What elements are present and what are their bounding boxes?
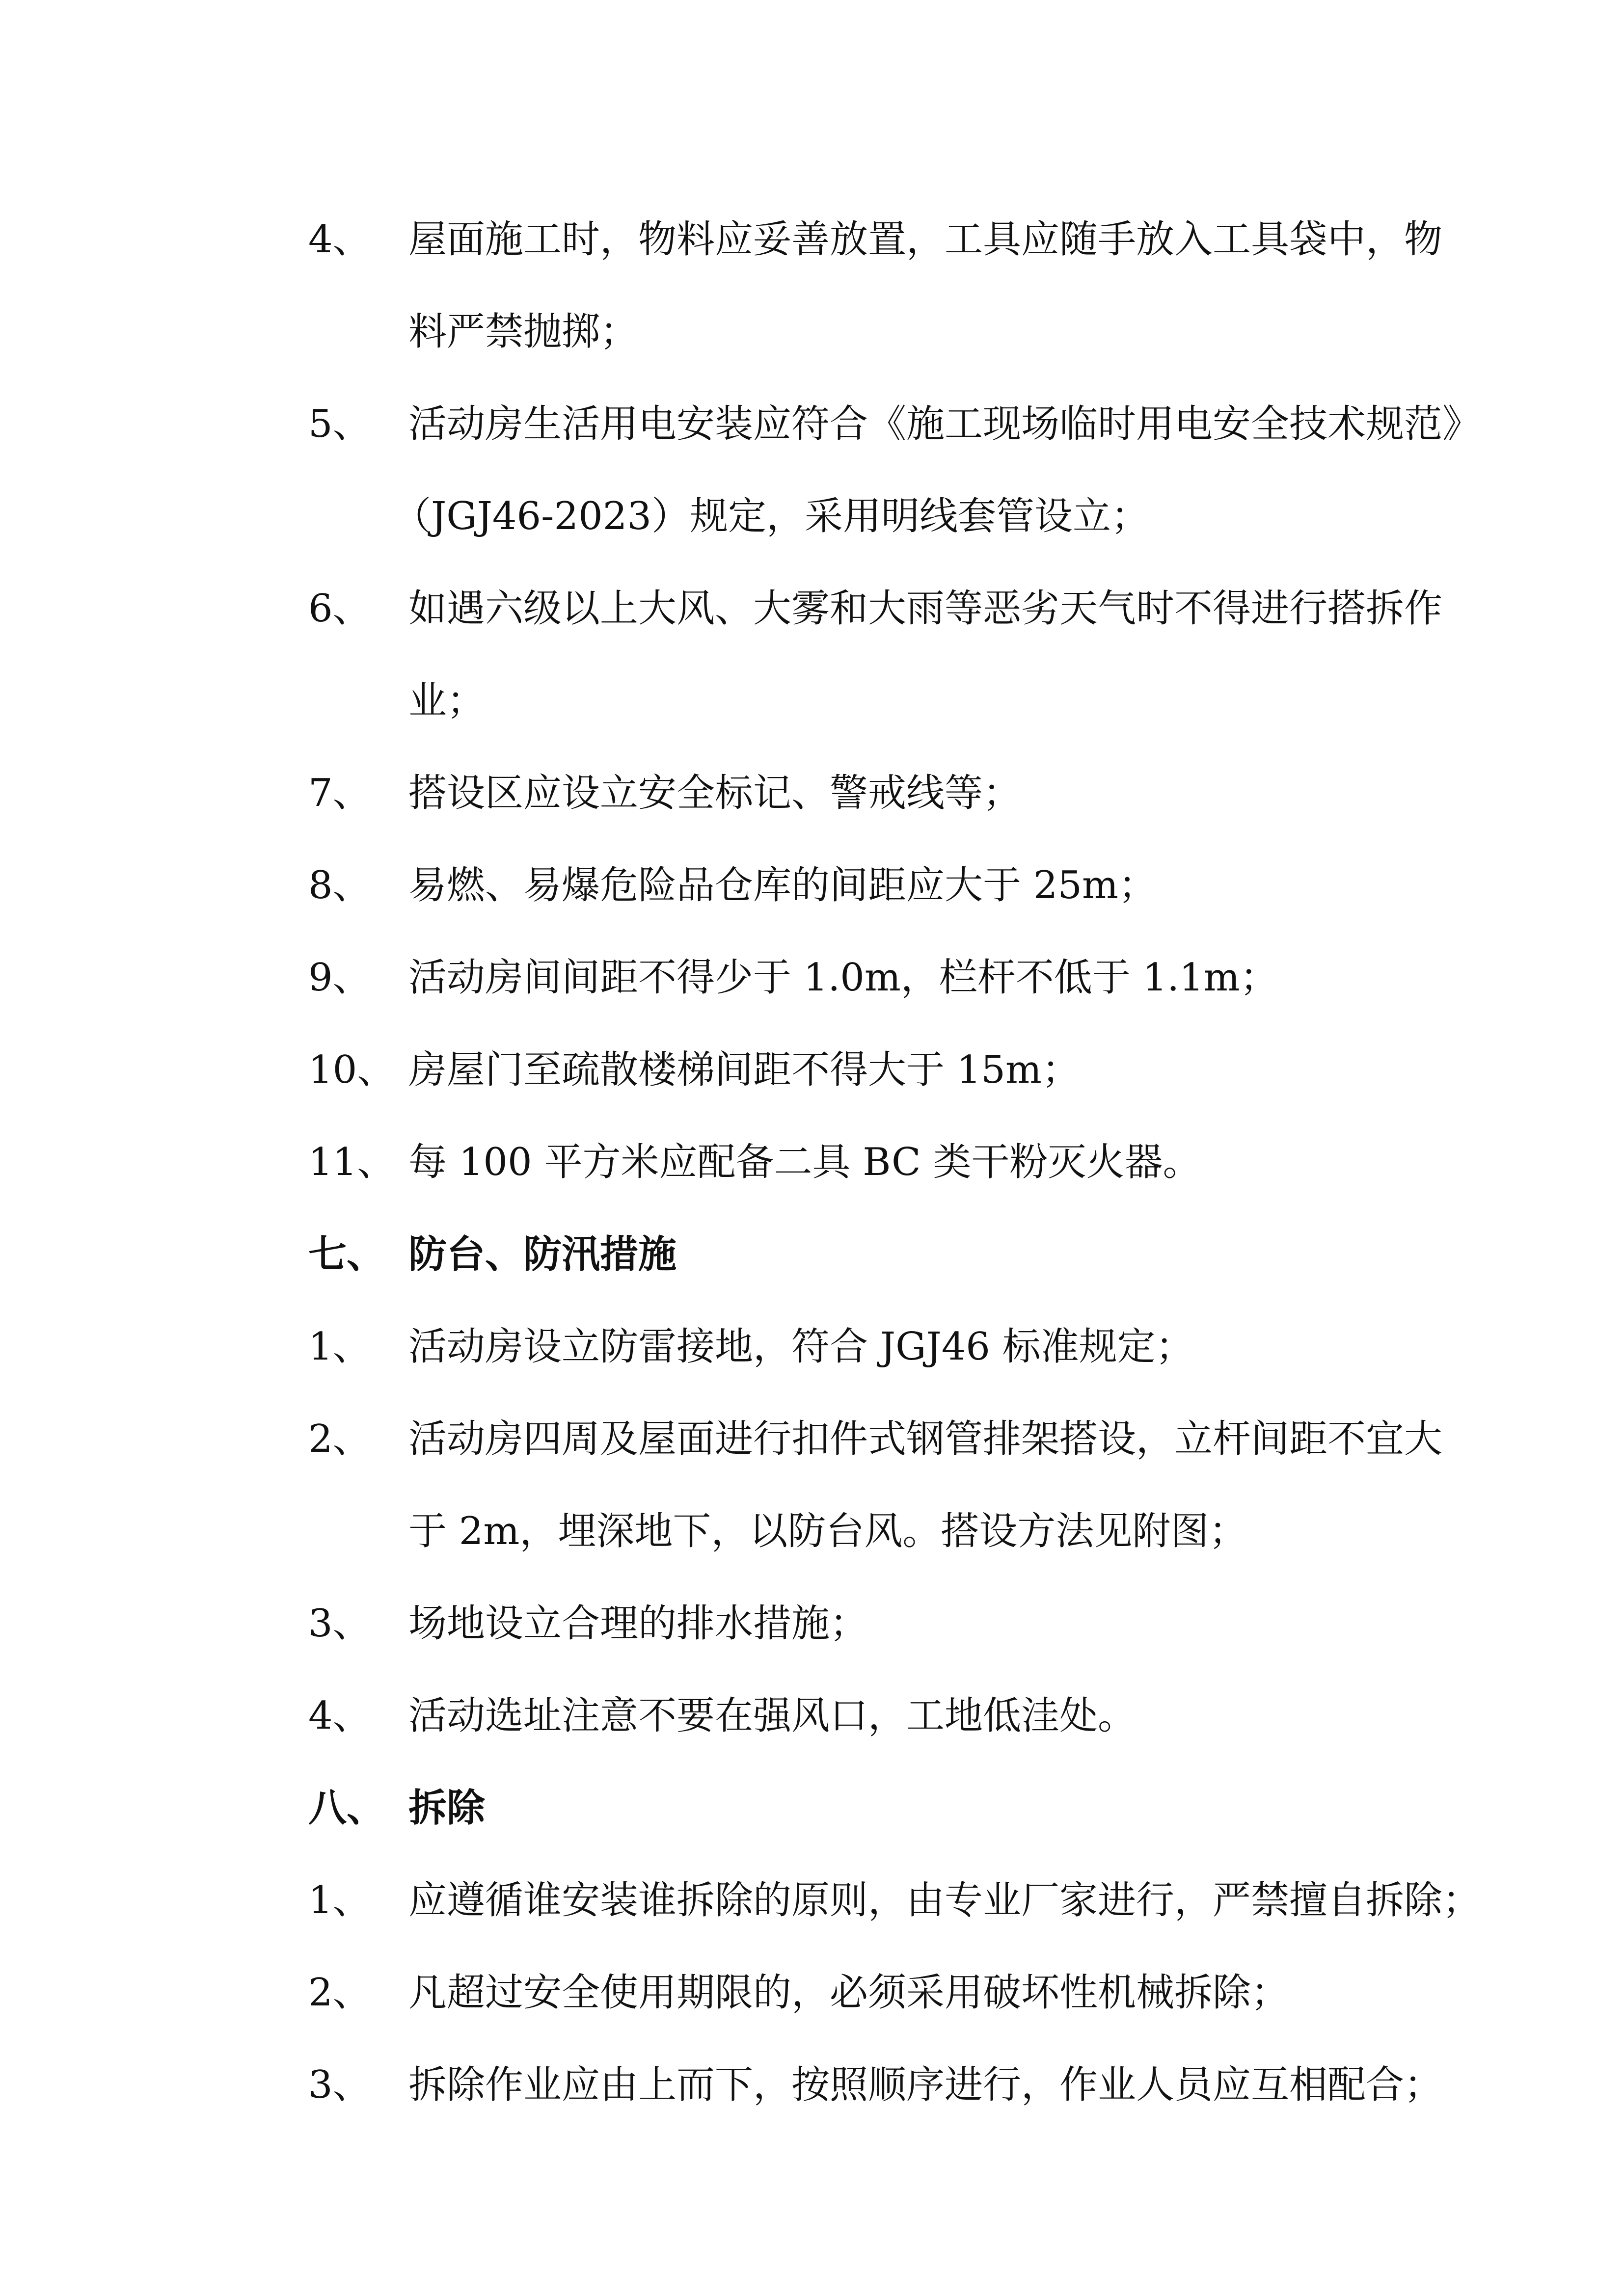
item-text: 活动房设立防雷接地，符合 JGJ46 标准规定；: [408, 1325, 1194, 1369]
section-number: 七、: [308, 1232, 385, 1277]
item-number: 10、: [308, 1048, 396, 1092]
list-item: [0, 1597, 1624, 1651]
section-heading: [0, 1228, 1624, 1281]
item-text: 活动房四周及屋面进行扣件式钢管排架搭设，立杆间距不宜大: [408, 1417, 1443, 1461]
item-number: 8、: [308, 863, 371, 908]
list-item: [0, 213, 1624, 267]
item-text: 搭设区应设立安全标记、警戒线等；: [408, 771, 1022, 815]
item-text: 每 100 平方米应配备二具 BC 类干粉灭火器。: [408, 1140, 1201, 1184]
section-number: 八、: [308, 1786, 385, 1830]
list-item-continuation: [0, 1504, 1624, 1558]
item-number: 1、: [308, 1325, 371, 1369]
list-item: [0, 1320, 1624, 1374]
section-title: 防台、防汛措施: [408, 1232, 677, 1277]
item-number: 2、: [308, 1971, 371, 2015]
section-heading: [0, 1781, 1624, 1835]
item-text: 易燃、易爆危险品仓库的间距应大于 25m；: [408, 863, 1157, 908]
list-item: [0, 1873, 1624, 1927]
list-item: [0, 397, 1624, 451]
item-number: 9、: [308, 956, 371, 1000]
item-text: 如遇六级以上大风、大雾和大雨等恶劣天气时不得进行搭拆作: [408, 587, 1443, 631]
item-number: 3、: [308, 1602, 371, 1646]
item-text-continued: 业；: [408, 679, 486, 723]
list-item: [0, 1689, 1624, 1743]
item-text-continued: （JGJ46-2023）规定，采用明线套管设立；: [393, 494, 1149, 538]
item-text: 拆除作业应由上而下，按照顺序进行，作业人员应互相配合；: [408, 2063, 1443, 2107]
list-item: [0, 858, 1624, 912]
list-item: [0, 1412, 1624, 1466]
list-item-continuation: [0, 489, 1624, 543]
item-text: 凡超过安全使用期限的，必须采用破坏性机械拆除；: [408, 1971, 1290, 2015]
item-number: 4、: [308, 217, 371, 262]
item-text: 场地设立合理的排水措施；: [408, 1602, 868, 1646]
item-text: 活动选址注意不要在强风口，工地低洼处。: [408, 1694, 1137, 1738]
list-item: [0, 951, 1624, 1005]
item-number: 1、: [308, 1878, 371, 1922]
item-text: 活动房生活用电安装应符合《施工现场临时用电安全技术规范》: [408, 402, 1481, 446]
item-text-continued: 于 2m，埋深地下，以防台风。搭设方法见附图；: [408, 1509, 1247, 1553]
list-item: [0, 1966, 1624, 2020]
list-item: [0, 766, 1624, 820]
item-text: 房屋门至疏散楼梯间距不得大于 15m；: [408, 1048, 1081, 1092]
item-number: 7、: [308, 771, 371, 815]
item-text-continued: 料严禁抛掷；: [408, 310, 639, 354]
item-text: 活动房间间距不得少于 1.0m，栏杆不低于 1.1m；: [408, 956, 1278, 1000]
list-item: [0, 582, 1624, 636]
list-item: [0, 1135, 1624, 1189]
list-item: [0, 2058, 1624, 2112]
item-text: 应遵循谁安装谁拆除的原则，由专业厂家进行，严禁擅自拆除；: [408, 1878, 1481, 1922]
list-item-continuation: [0, 674, 1624, 728]
item-number: 5、: [308, 402, 371, 446]
list-item: [0, 1043, 1624, 1097]
item-number: 11、: [308, 1140, 396, 1184]
item-number: 2、: [308, 1417, 371, 1461]
item-number: 6、: [308, 587, 371, 631]
section-title: 拆除: [408, 1786, 486, 1830]
item-number: 3、: [308, 2063, 371, 2107]
list-item-continuation: [0, 305, 1624, 359]
item-number: 4、: [308, 1694, 371, 1738]
item-text: 屋面施工时，物料应妥善放置，工具应随手放入工具袋中，物: [408, 217, 1443, 262]
